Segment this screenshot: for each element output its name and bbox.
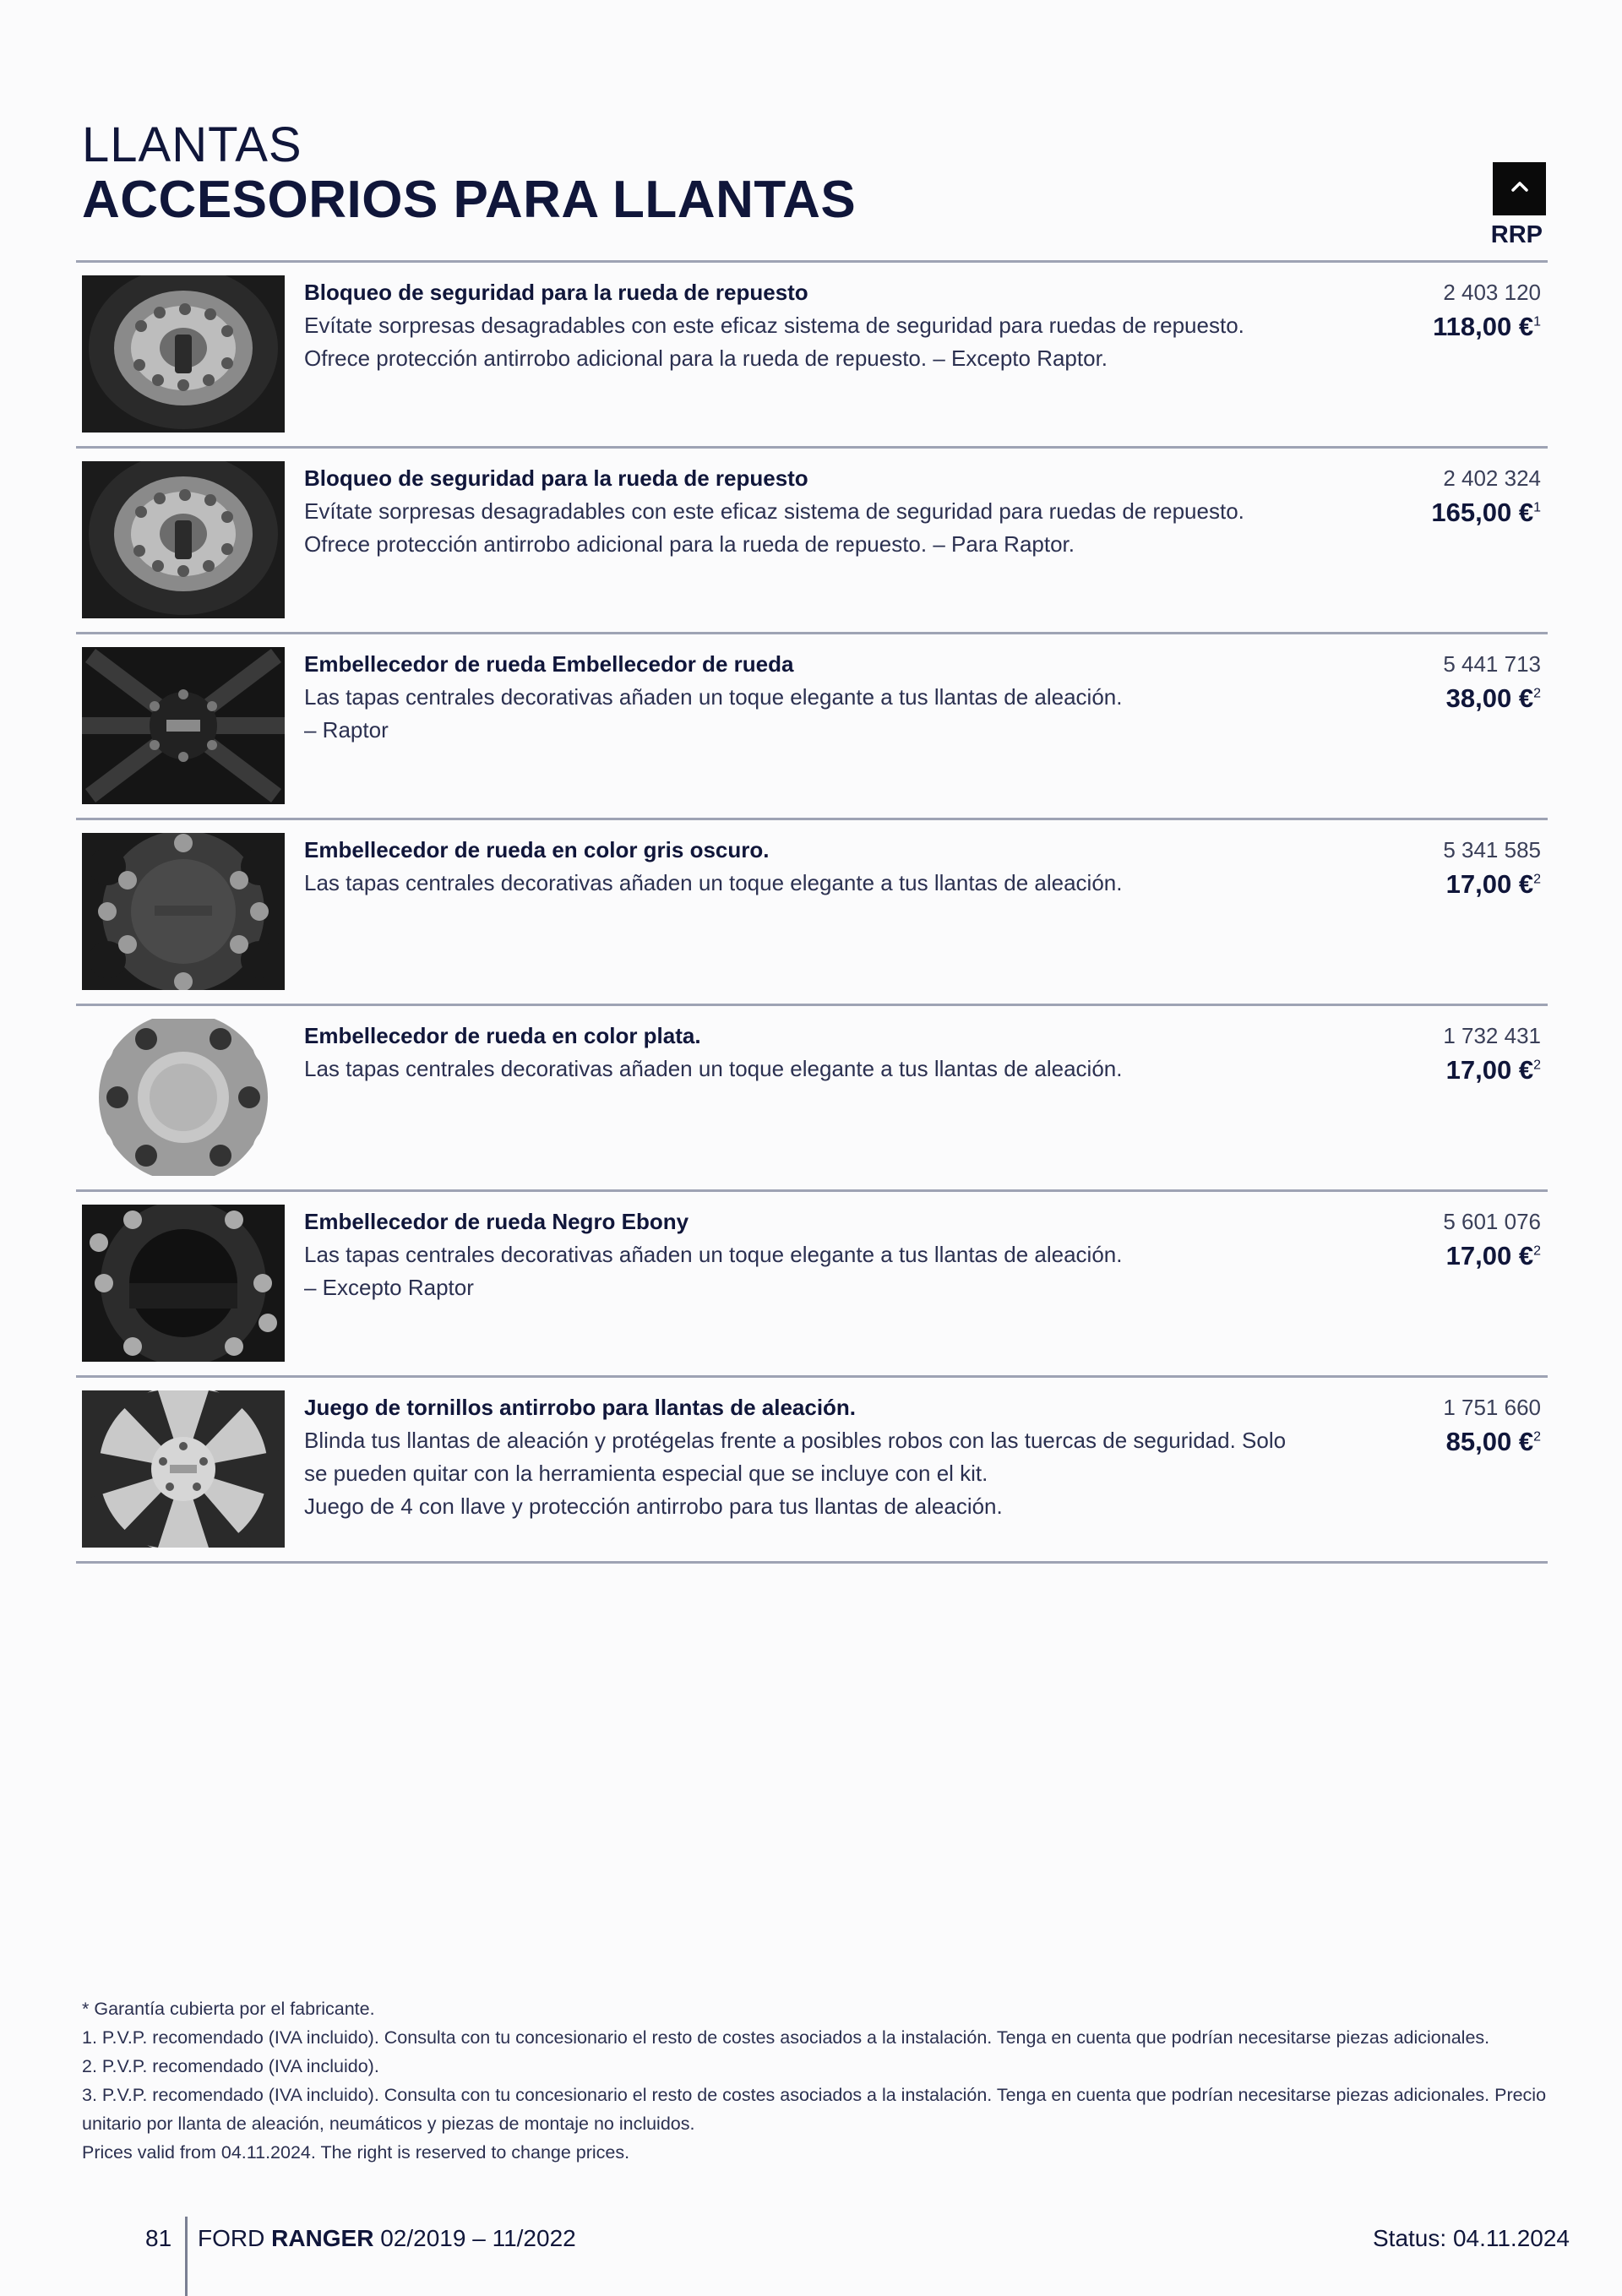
spare-wheel-lock-image	[82, 275, 285, 433]
item-info	[304, 462, 1301, 561]
item-price: 17,00 €$^2$	[1445, 1241, 1541, 1270]
item-pricing	[1443, 1391, 1541, 1460]
item-code: 5 601 076	[1443, 1209, 1541, 1234]
item-description: Las tapas centrales decorativas añaden un toque elegante a tus llantas de aleación.	[304, 870, 1123, 895]
item-description: Las tapas centrales decorativas añaden un toque elegante a tus llantas de aleación.	[304, 1056, 1123, 1081]
item-code: 5 341 585	[1443, 837, 1541, 862]
footnote-ref: 2	[1533, 1243, 1541, 1259]
footnote: Prices valid from 04.11.2024. The right is reserved to change prices.	[82, 2142, 630, 2163]
item-description-note: – Excepto Raptor	[304, 1275, 474, 1300]
item-pricing	[1443, 1020, 1541, 1088]
item-pricing	[1433, 276, 1541, 345]
dark-grey-cap-image	[82, 833, 285, 990]
footnote: * Garantía cubierta por el fabricante.	[82, 1999, 375, 2019]
item-code: 2 403 120	[1443, 280, 1541, 305]
scroll-up-button[interactable]	[1493, 162, 1546, 215]
item-pricing	[1443, 648, 1541, 716]
footnote-ref: 2	[1533, 686, 1541, 701]
list-item	[76, 634, 1548, 820]
page-header	[82, 118, 856, 228]
item-pricing	[1431, 462, 1541, 530]
item-description-note: Juego de 4 con llave y protección antirrobo para tus llantas de aleación.	[304, 1493, 1003, 1519]
item-code: 2 402 324	[1443, 465, 1541, 491]
item-pricing	[1443, 1205, 1541, 1274]
silver-cap-image	[82, 1019, 285, 1176]
footnote-ref: 1	[1533, 314, 1541, 329]
footnote: 3. P.V.P. recomendado (IVA incluido). Consulta con tu concesionario el resto de costes asociados a la instalación. Tenga en cuenta que podrían necesitarse piezas adicionales. Precio unitario por llanta de aleación, neumáticos y piezas de montaje no incluidos.	[82, 2085, 1547, 2134]
footnote-ref: 1	[1533, 500, 1541, 515]
list-item	[76, 263, 1548, 449]
item-description: Evítate sorpresas desagradables con este eficaz sistema de seguridad para ruedas de repuesto.	[304, 313, 1244, 338]
brand-label: FORD	[198, 2225, 265, 2251]
item-description: Blinda tus llantas de aleación y protégelas frente a posibles robos con las tuercas de seguridad. Solo se pueden quitar con la herramienta especial que se incluye con el kit.	[304, 1428, 1287, 1486]
footnote: 1. P.V.P. recomendado (IVA incluido). Consulta con tu concesionario el resto de costes asociados a la instalación. Tenga en cuenta que podrían necesitarse piezas adicionales.	[82, 2027, 1490, 2048]
item-price: 118,00 €$^1$	[1433, 312, 1541, 341]
footnote-ref: 2	[1533, 872, 1541, 887]
item-description-note: – Raptor	[304, 717, 389, 743]
status-date: Status: 04.11.2024	[1373, 2225, 1570, 2251]
item-name: Embellecedor de rueda Negro Ebony	[304, 1209, 689, 1234]
item-info	[304, 1205, 1301, 1304]
footer-divider	[185, 2217, 188, 2296]
page-number: 81	[145, 2225, 172, 2251]
item-name: Embellecedor de rueda en color gris oscuro.	[304, 837, 770, 862]
model-name: RANGER	[271, 2225, 374, 2251]
item-info	[304, 1391, 1301, 1523]
item-name: Bloqueo de seguridad para la rueda de repuesto	[304, 280, 808, 305]
item-info	[304, 834, 1301, 900]
alloy-wheel-image	[82, 1390, 285, 1548]
raptor-wheel-image	[82, 647, 285, 804]
list-item	[76, 1378, 1548, 1564]
item-name: Embellecedor de rueda en color plata.	[304, 1023, 701, 1048]
item-code: 1 751 660	[1443, 1395, 1541, 1420]
item-description: Las tapas centrales decorativas añaden un toque elegante a tus llantas de aleación.	[304, 684, 1123, 710]
list-item	[76, 1192, 1548, 1378]
item-info	[304, 1020, 1301, 1085]
list-item	[76, 449, 1548, 634]
item-price: 85,00 €$^2$	[1445, 1427, 1541, 1456]
item-description: Las tapas centrales decorativas añaden un toque elegante a tus llantas de aleación.	[304, 1242, 1123, 1267]
item-info	[304, 648, 1301, 747]
item-name: Bloqueo de seguridad para la rueda de repuesto	[304, 465, 808, 491]
item-price: 38,00 €$^2$	[1445, 683, 1541, 713]
list-item	[76, 1006, 1548, 1192]
model-years: 02/2019 – 11/2022	[380, 2225, 576, 2251]
page-title: ACCESORIOS PARA LLANTAS	[82, 171, 857, 229]
item-price: 165,00 €$^1$	[1431, 498, 1541, 527]
chevron-up-icon	[1510, 180, 1530, 198]
footnote-ref: 2	[1533, 1058, 1541, 1073]
section-title: LLANTAS	[82, 117, 302, 172]
item-price: 17,00 €$^2$	[1445, 869, 1541, 899]
item-info	[304, 276, 1301, 375]
item-description-note: Ofrece protección antirrobo adicional para la rueda de repuesto. – Excepto Raptor.	[304, 345, 1108, 371]
item-description-note: Ofrece protección antirrobo adicional para la rueda de repuesto. – Para Raptor.	[304, 531, 1075, 557]
footnote: 2. P.V.P. recomendado (IVA incluido).	[82, 2056, 379, 2076]
ebony-cap-image	[82, 1205, 285, 1362]
item-description: Evítate sorpresas desagradables con este eficaz sistema de seguridad para ruedas de repuesto.	[304, 498, 1244, 524]
item-price: 17,00 €$^2$	[1445, 1055, 1541, 1085]
item-code: 1 732 431	[1443, 1023, 1541, 1048]
item-name: Juego de tornillos antirrobo para llantas de aleación.	[304, 1395, 857, 1420]
footnote-ref: 2	[1533, 1429, 1541, 1445]
spare-wheel-lock-image	[82, 461, 285, 618]
item-pricing	[1443, 834, 1541, 902]
page-footer	[0, 2217, 1622, 2296]
rrp-label: RRP	[1490, 221, 1543, 248]
model-label	[198, 2225, 576, 2252]
list-item	[76, 820, 1548, 1006]
accessories-list	[76, 260, 1548, 1564]
item-name: Embellecedor de rueda Embellecedor de rueda	[304, 651, 794, 677]
footnotes	[82, 1994, 1552, 2167]
item-code: 5 441 713	[1443, 651, 1541, 677]
